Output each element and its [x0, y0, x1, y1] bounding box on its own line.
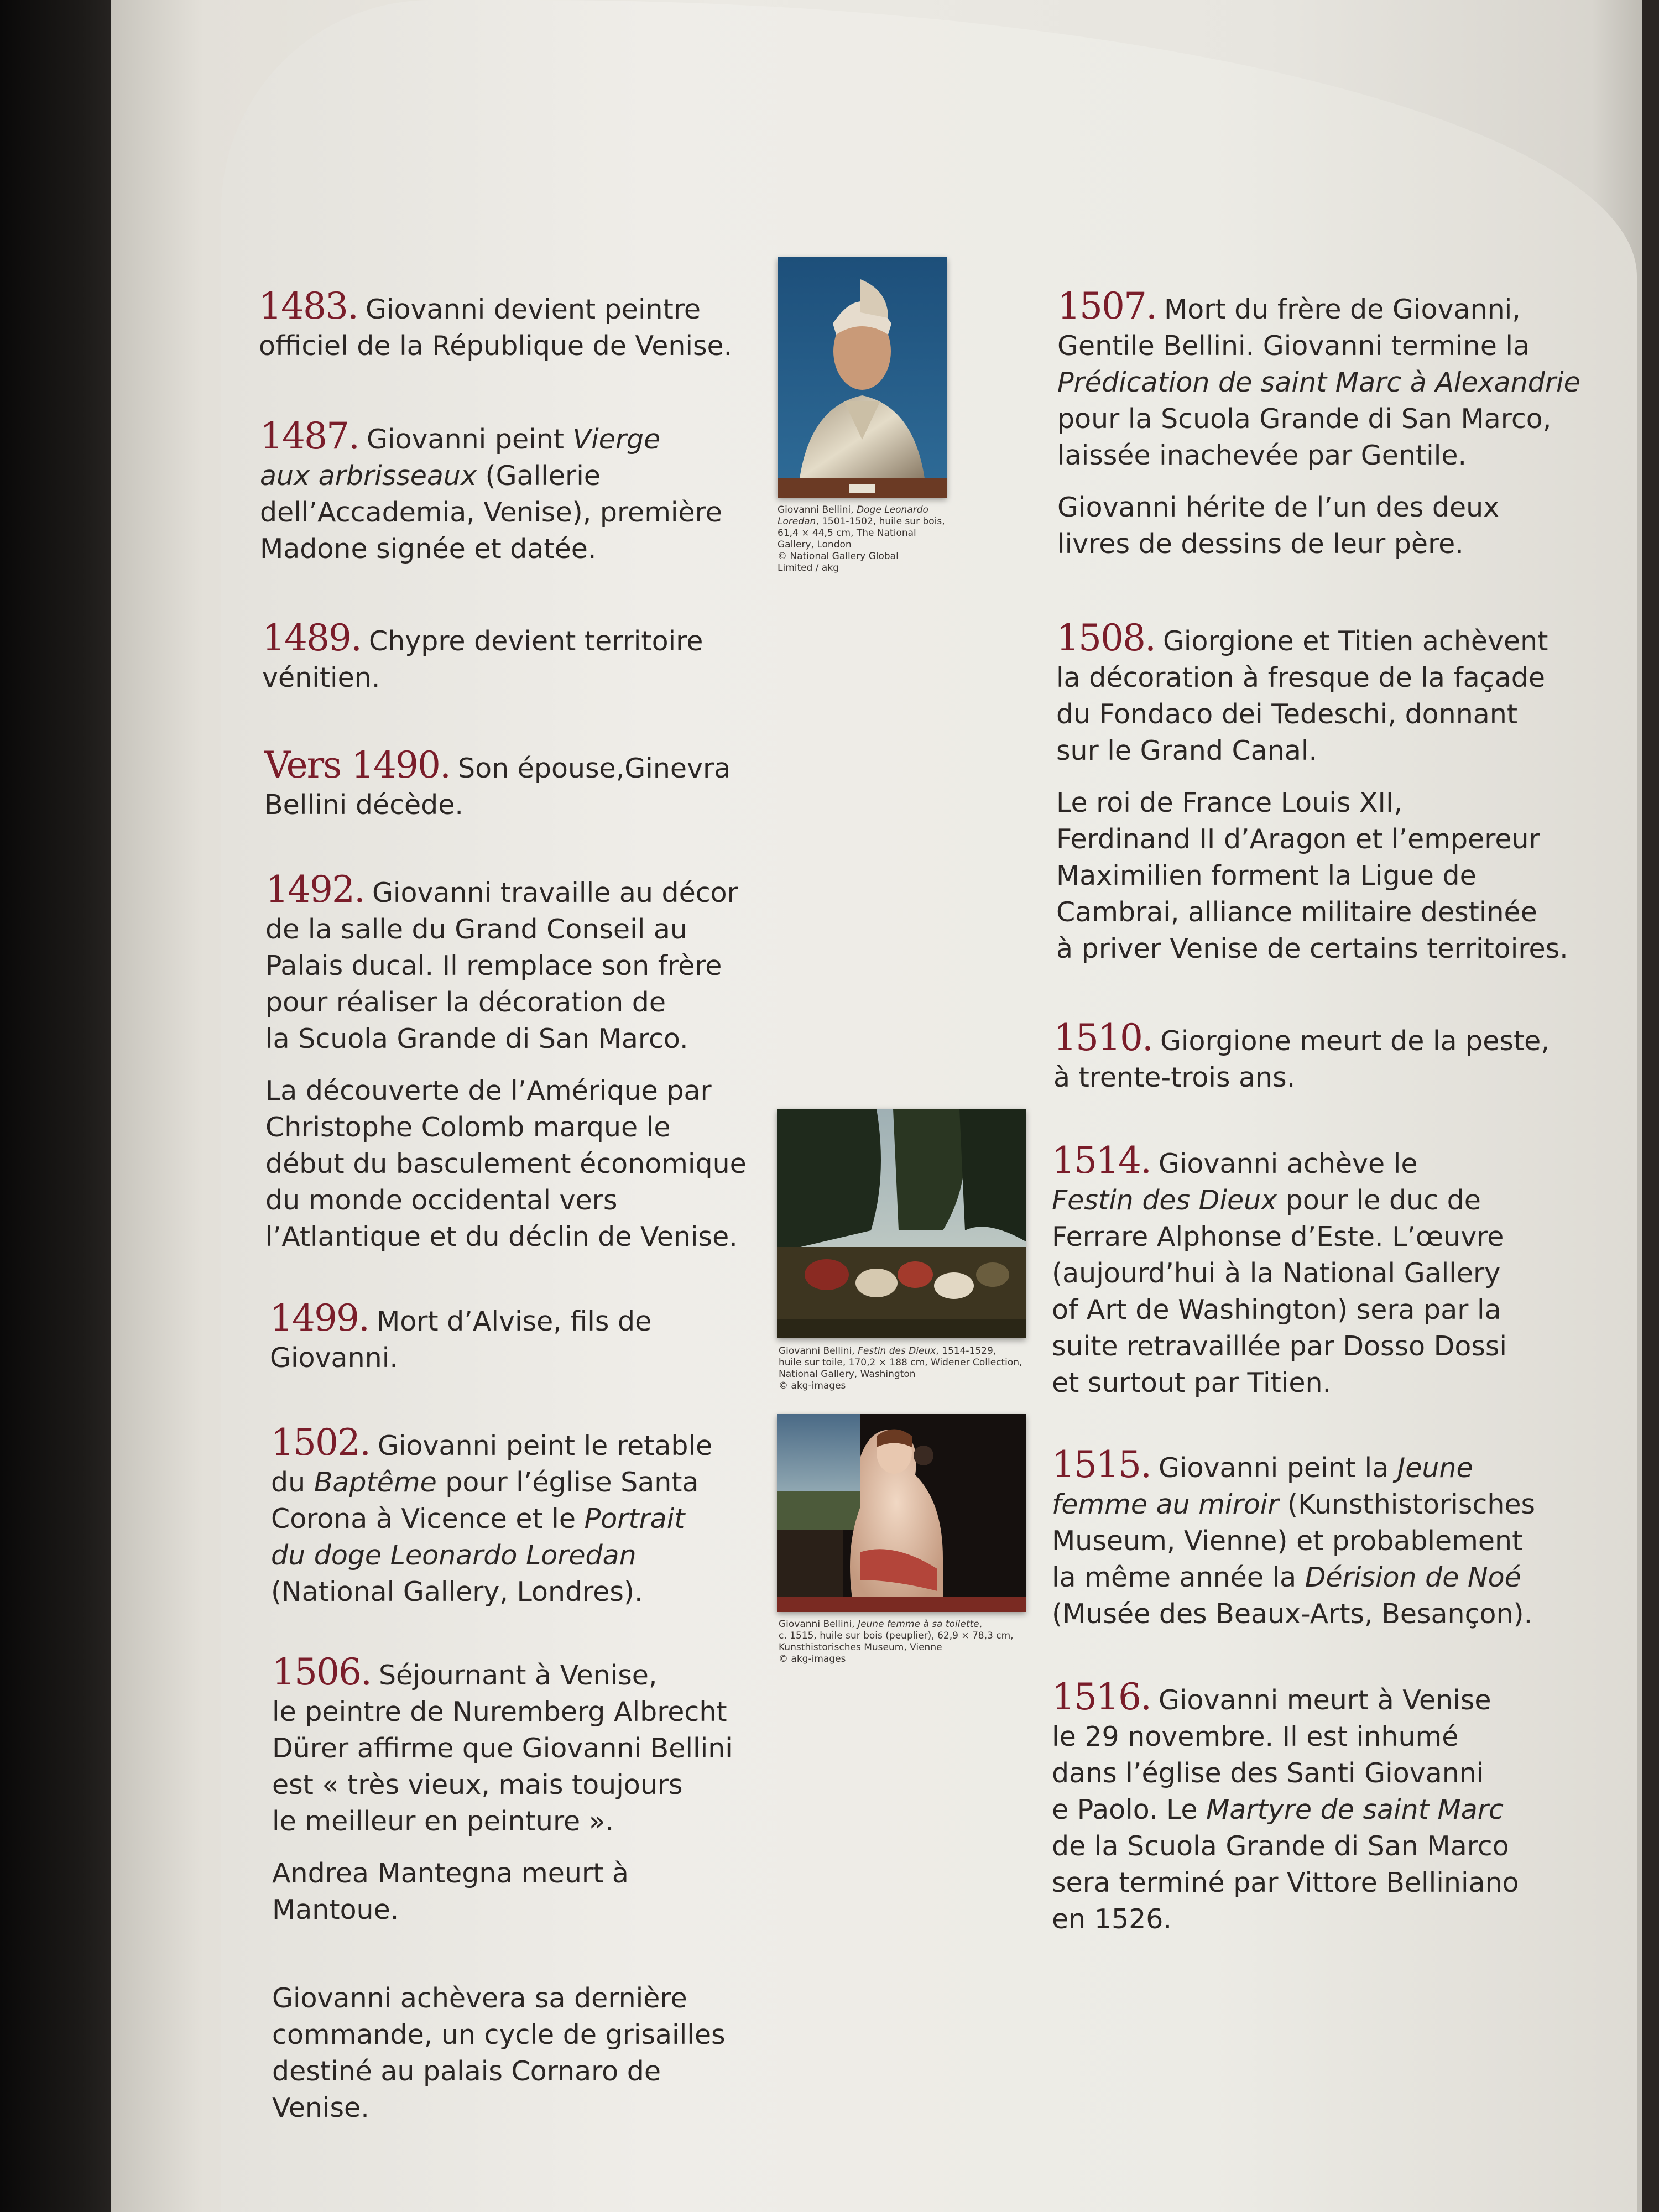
entry-year: 1506. — [272, 1651, 371, 1693]
entry-1510 — [1053, 983, 1550, 1096]
caption-jeune-femme: Giovanni Bellini, Jeune femme à sa toilette, c. 1515, huile sur bois (peuplier), 62,9 × 78,3 cm, Kunsthistorisches Museum, Vienne © akg-images — [779, 1619, 1014, 1665]
dark-left-wall — [0, 0, 116, 2212]
entry-1514: 1514. Giovanni achève le Festin des Dieux pour le duc de Ferrare Alphonse d’Este. L’œuvre (aujourd’hui à la National Gallery of Art de Washington) sera par la suite retravaillée par Dosso Dossi et surtout par Titien. — [1052, 1139, 1507, 1399]
painting-doge-loredan — [778, 257, 947, 498]
entry-paragraph: Giovanni hérite de l’un des deux livres de dessins de leur père. — [1057, 492, 1500, 560]
entry-year: 1514. — [1052, 1139, 1151, 1182]
entry-text: Giorgione et Titien achèvent la décoration à fresque de la façade du Fondaco dei Tedeschi, donnant sur le Grand Canal. — [1056, 625, 1548, 766]
entry-year: 1508. — [1056, 617, 1155, 659]
entry-text: Chypre devient territoire vénitien. — [262, 625, 703, 693]
entry-paragraph: La découverte de l’Amérique par Christophe Colomb marque le début du basculement économique du monde occidental vers l’Atlantique et du déclin de Venise. — [265, 1075, 747, 1253]
entry-year: 1499. — [270, 1297, 369, 1339]
entry-1487: 1487. Giovanni peint Vierge aux arbrisseaux (Gallerie dell’Accademia, Venise), première Madone signée et datée. — [260, 415, 722, 565]
entry-year: 1489. — [262, 617, 361, 659]
entry-1515: 1515. Giovanni peint la Jeune femme au miroir (Kunsthistorisches Museum, Vienne) et probablement la même année la Dérision de Noé (Musée des Beaux-Arts, Besançon). — [1052, 1443, 1536, 1630]
entry-text: Giovanni travaille au décor de la salle du Grand Conseil au Palais ducal. Il remplace son frère pour réaliser la décoration de la Scuola Grande di San Marco. — [265, 877, 738, 1055]
entry-year: 1516. — [1052, 1676, 1151, 1718]
entry-year: 1487. — [260, 415, 359, 457]
entry-1506 — [272, 1618, 733, 2163]
entry-year: 1502. — [271, 1421, 370, 1464]
entry-1502: 1502. Giovanni peint le retable du Baptême pour l’église Santa Corona à Vicence et le Portrait du doge Leonardo Loredan (National Gallery, Londres). — [271, 1421, 713, 1608]
entry-year: 1492. — [265, 868, 364, 911]
entry-text: Giorgione meurt de la peste, à trente-trois ans. — [1053, 1025, 1550, 1093]
entry-text: Séjournant à Venise, le peintre de Nuremberg Albrecht Dürer affirme que Giovanni Bellini est « très vieux, mais toujours le meilleur en peinture ». — [272, 1660, 733, 1837]
entry-1492 — [265, 835, 747, 1292]
entry-text: Giovanni devient peintre officiel de la République de Venise. — [259, 294, 733, 362]
entry-year: 1510. — [1053, 1016, 1152, 1059]
entry-year: 1507. — [1057, 285, 1156, 327]
entry-1489 — [262, 583, 703, 696]
entry-paragraph: Andrea Mantegna meurt à Mantoue. — [272, 1858, 629, 1926]
painting-jeune-femme — [777, 1414, 1026, 1612]
entry-year: 1515. — [1052, 1443, 1151, 1486]
entry-vers-1490 — [264, 711, 731, 823]
entry-1499 — [270, 1264, 651, 1376]
entry-paragraph: Giovanni achèvera sa dernière commande, un cycle de grisailles destiné au palais Cornaro de Venise. — [272, 1983, 726, 2124]
caption-doge-loredan: Giovanni Bellini, Doge Leonardo Loredan, 1501-1502, huile sur bois, 61,4 × 44,5 cm, The National Gallery, London © National Gallery Global Limited / akg — [778, 504, 945, 573]
entry-1516: 1516. Giovanni meurt à Venise le 29 novembre. Il est inhumé dans l’église des Santi Giovanni e Paolo. Le Martyre de saint Marc de la Scuola Grande di San Marco sera terminé par Vittore Belliniano en 1526. — [1052, 1676, 1519, 1935]
painting-festin-des-dieux — [777, 1109, 1026, 1338]
entry-1483 — [259, 252, 732, 364]
entry-1508 — [1056, 583, 1568, 1004]
entry-1507: 1507. Mort du frère de Giovanni, Gentile Bellini. Giovanni termine la Prédication de saint Marc à Alexandrie pour la Scuola Grande di San Marco, laissée inachevée par Gentile. Giovanni hérite de l’un des deux livres de dessins de leur père. — [1057, 252, 1580, 599]
entry-text: Mort d’Alvise, fils de Giovanni. — [270, 1306, 652, 1374]
right-edge — [1642, 0, 1659, 2212]
entry-year: Vers 1490. — [264, 744, 451, 786]
caption-festin-des-dieux: Giovanni Bellini, Festin des Dieux, 1514-1529, huile sur toile, 170,2 × 188 cm, Widener Collection, National Gallery, Washington © akg-images — [779, 1345, 1022, 1391]
entry-year: 1483. — [259, 285, 358, 327]
entry-paragraph: Le roi de France Louis XII, Ferdinand II d’Aragon et l’empereur Maximilien forment la Ligue de Cambrai, alliance militaire destinée à priver Venise de certains territoires. — [1056, 787, 1568, 964]
entry-text: Son épouse,Ginevra Bellini décède. — [264, 753, 731, 821]
